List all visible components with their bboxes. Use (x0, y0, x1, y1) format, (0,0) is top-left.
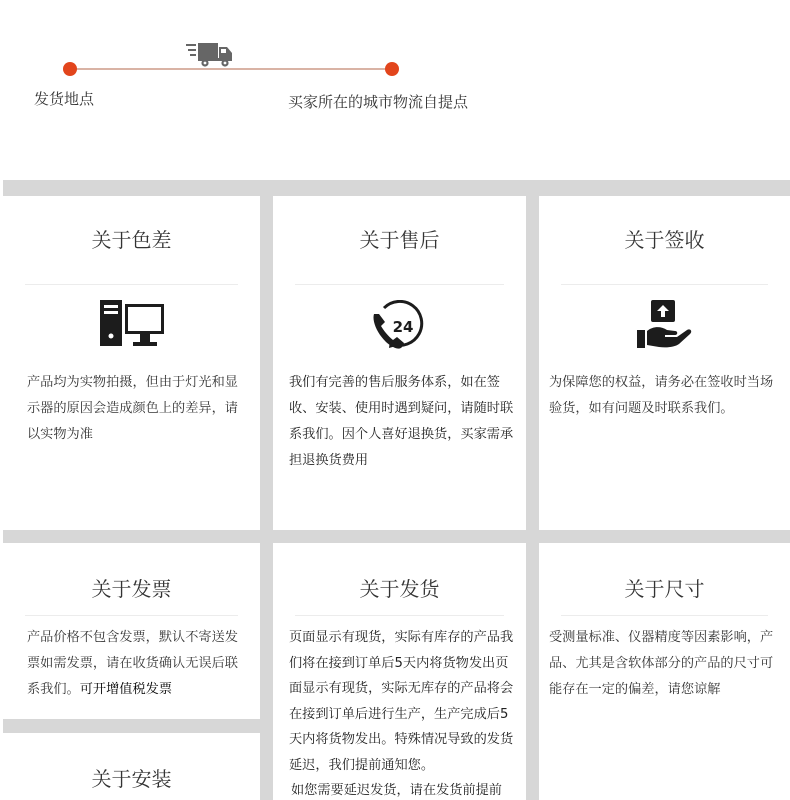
card-installation (3, 733, 260, 800)
destination-label: 买家所在的城市物流自提点 (288, 93, 469, 111)
route-line (70, 68, 392, 70)
origin-dot (63, 62, 77, 76)
card-title: 关于发票 (91, 577, 172, 601)
info-cards-panel (3, 180, 790, 800)
divider (561, 284, 768, 285)
monitor-icon (100, 300, 164, 350)
card-delivery (273, 543, 526, 800)
svg-text:24: 24 (392, 318, 413, 336)
card-title: 关于售后 (359, 228, 440, 252)
destination-dot (385, 62, 399, 76)
package-hand-icon (637, 300, 693, 350)
card-text: 产品均为实物拍摄，但由于灯光和显示器的原因会造成颜色上的差异，请以实物为准 (27, 375, 238, 442)
divider (295, 284, 504, 285)
origin-label: 发货地点 (34, 90, 95, 108)
card-invoice (3, 543, 260, 719)
card-text (27, 625, 248, 703)
card-text (289, 625, 516, 800)
card-size (539, 543, 790, 800)
card-text: 为保障您的权益，请务必在签收时当场验货，如有问题及时联系我们。 (549, 375, 774, 416)
card-text: 受测量标准、仪器精度等因素影响，产品、尤其是含软体部分的产品的尺寸可能存在一定的偏差，请您谅解 (549, 630, 774, 697)
divider (25, 615, 238, 616)
divider (561, 615, 768, 616)
delivery-text: 页面显示有现货，实际有库存的产品我们将在接到订单后5天内将货物发出页面显示有现货，实际无库存的产品将会在接到订单后进行生产，生产完成后5天内将货物发出。特殊情况导致的发货延迟，我们提前通知您。 (289, 630, 514, 773)
divider (295, 615, 504, 616)
divider (25, 284, 238, 285)
invoice-note: 可开增值税发票 (79, 682, 173, 697)
card-title: 关于签收 (624, 228, 705, 252)
card-title: 关于色差 (91, 228, 172, 252)
card-color-difference (3, 196, 260, 530)
delivery-text-2: 如您需要延迟发货，请在发货前提前 (291, 783, 502, 798)
card-title: 关于安装 (91, 767, 172, 791)
card-text: 我们有完善的售后服务体系，如在签收、安装、使用时遇到疑问，请随时联系我们。因个人喜好退换货，买家需承担退换货费用 (289, 375, 514, 468)
card-receipt (539, 196, 790, 530)
phone-24-icon (370, 300, 430, 352)
truck-icon (186, 40, 236, 68)
card-title: 关于发货 (359, 577, 440, 601)
card-after-sales (273, 196, 526, 530)
card-title: 关于尺寸 (624, 577, 705, 601)
invoice-text: 产品价格不包含发票，默认不寄送发票如需发票，请在收货确认无误后联系我们。 (27, 630, 238, 697)
shipping-route (0, 0, 790, 180)
